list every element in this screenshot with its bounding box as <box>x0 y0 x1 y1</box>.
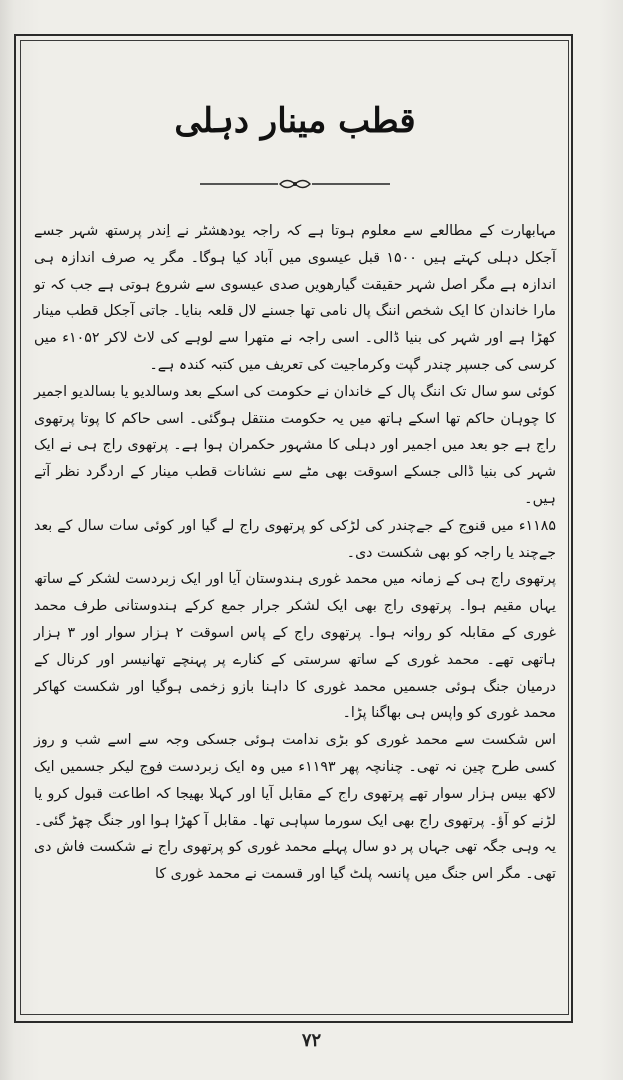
paragraph: اس شکست سے محمد غوری کو بڑی ندامت ہوئی جسکی وجہ سے اسے شب و روز کسی طرح چین نہ تھی۔ چنانچہ پھر ۱۱۹۳ء میں وہ ایک زبردست فوج لیکر جسمیں ایک لاکھ بیس ہزار سوار تھے پرتھوی راج کے مقابل آیا اور کہلا بھیجا کہ اطاعت قبول کرو یا لڑنے کو آؤ۔ پرتھوی راج بھی ایک سورما سپاہی تھا۔ مقابل آ کھڑا ہوا اور جنگ چھڑ گئی۔ یہ وہی جگہ تھی جہاں پر دو سال پہلے محمد غوری کو پرتھوی راج نے شکست فاش دی تھی۔ مگر اس جنگ میں پانسہ پلٹ گیا اور قسمت نے محمد غوری کا <box>34 732 556 883</box>
article-body <box>34 218 556 888</box>
paragraph: مہابھارت کے مطالعے سے معلوم ہوتا ہے کہ راجہ یودھشٹر نے اِندر پرستھ شہر جسے آجکل دہلی کہتے ہیں ۱۵۰۰ قبل عیسوی میں آباد کیا ہوگا۔ مگر یہ صرف اندازہ ہی اندازہ ہے مگر اصل شہر حقیقت گیارھویں صدی عیسوی سے شروع ہوتی ہے جب کہ تو مارا خاندان کا ایک شخص اننگ پال نامی تھا جسنے لال قلعہ بنایا۔ جاتی آجکل قطب مینار کھڑا ہے اور شہر کی بنیا ڈالی۔ اسی راجہ نے متھرا سے لوہے کی لاٹ لاکر ۱۰۵۲ء میں کرسی کی جسپر چندر گپت وکرماجیت کی تعریف میں کتبہ کندہ ہے۔ <box>34 223 556 373</box>
page-number: ۷۲ <box>301 1030 322 1051</box>
paragraph: کوئی سو سال تک اننگ پال کے خاندان نے حکومت کی اسکے بعد وسالدیو یا بسالدیو اجمیر کا چوہان حاکم تھا اسکے ہاتھ میں یہ حکومت منتقل ہوگئی۔ اسی حاکم کا پوتا پرتھوی راج ہے جو بعد میں اجمیر اور دہلی کا مشہور حکمران ہوا ہے۔ پرتھوی راج ہی نے ایک شہر کی بنیا ڈالی جسکے اسوقت بھی مٹے سے نشانات قطب مینار کے اردگرد نظر آتے ہیں۔ <box>34 383 556 507</box>
page-title: قطب مینار دہلی <box>174 101 416 141</box>
paragraph: ۱۱۸۵ء میں قنوج کے جےچندر کی لڑکی کو پرتھوی راج لے گیا اور کوئی سات سال کے بعد جےچند یا راجہ کو بھی شکست دی۔ <box>34 517 556 561</box>
paragraph: پرتھوی راج ہی کے زمانہ میں محمد غوری ہندوستان آیا اور ایک زبردست لشکر کے ساتھ یہاں مقیم ہوا۔ پرتھوی راج بھی ایک لشکر جرار جمع کرکے ہندوستانی طرف محمد غوری کے مقابلہ کو روانہ ہوا۔ پرتھوی راج کے پاس اسوقت ۲ ہزار سوار اور ۳ ہزار ہاتھی تھے۔ محمد غوری کے ساتھ سرستی کے کنارے پر پہنچے تھانیسر اور کرنال کے درمیان جنگ ہوئی جسمیں محمد غوری کا داہنا بازو زخمی ہوگیا اور شکست کھاکر محمد غوری کو واپس ہی بھاگنا پڑا۔ <box>34 571 556 722</box>
title-ornament-divider <box>200 176 390 192</box>
